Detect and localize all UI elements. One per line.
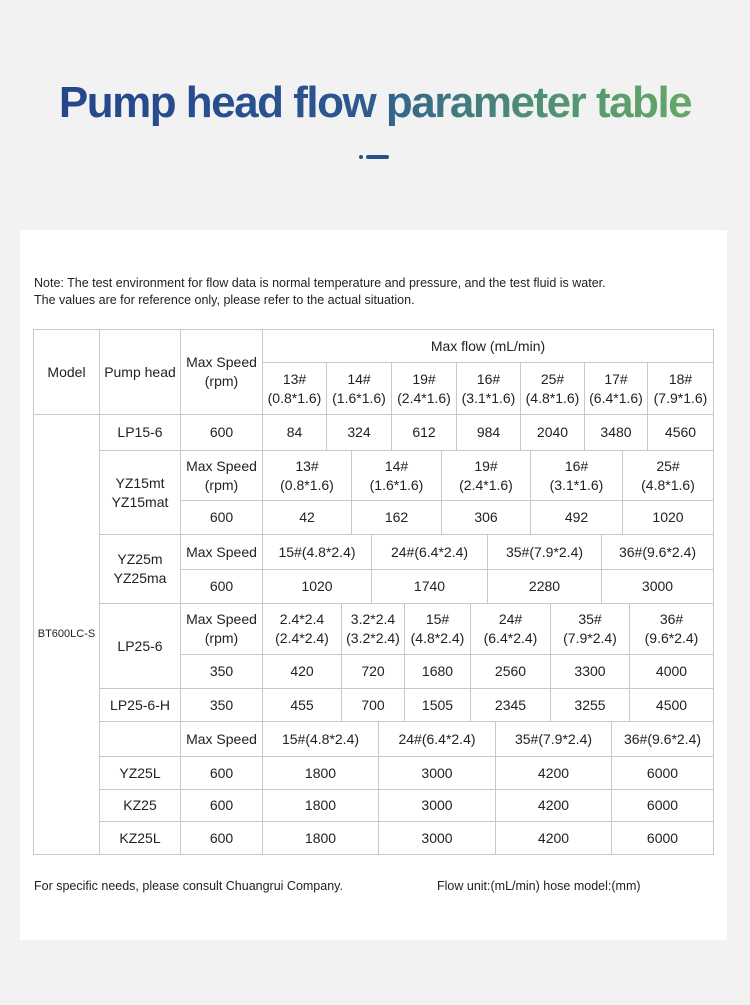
hose-header: 14# (1.6*1.6) [326,362,392,415]
flow-value: 6000 [611,756,714,790]
footer-units: Flow unit:(mL/min) hose model:(mm) [437,879,641,893]
flow-value: 3000 [378,789,496,822]
hose-header: 19# (2.4*1.6) [391,362,457,415]
flow-value: 1740 [371,569,488,604]
flow-value: 1800 [262,821,379,855]
max-speed-label: Max Speed (rpm) [180,450,263,501]
flow-value: 324 [326,414,392,451]
flow-value: 4200 [495,789,612,822]
flow-value: 2345 [470,688,551,722]
title-text: Pump head flow parameter table [58,78,692,127]
pump-head-cell: LP25-6-H [99,688,181,722]
flow-value: 1800 [262,789,379,822]
flow-value: 306 [441,500,531,535]
pump-head-cell: YZ15mt YZ15mat [99,450,181,535]
flow-value: 1800 [262,756,379,790]
hose-header: 35#(7.9*2.4) [495,721,612,757]
hose-header: 13# (0.8*1.6) [262,450,352,501]
flow-value: 1680 [404,654,471,689]
note-line-2: The values are for reference only, please refer to the actual situation. [34,293,415,307]
hose-header: 17# (6.4*1.6) [584,362,648,415]
flow-value: 2040 [520,414,585,451]
flow-value: 3000 [378,756,496,790]
hose-header: 15#(4.8*2.4) [262,721,379,757]
flow-value: 84 [262,414,327,451]
flow-value: 6000 [611,821,714,855]
speed-cell: 350 [180,654,263,689]
hose-header: 19# (2.4*1.6) [441,450,531,501]
speed-cell: 600 [180,500,263,535]
flow-value: 162 [351,500,442,535]
flow-value: 4000 [629,654,714,689]
max-speed-label: Max Speed (rpm) [180,603,263,655]
hose-header: 16# (3.1*1.6) [530,450,623,501]
flow-value: 42 [262,500,352,535]
hose-header: 3.2*2.4 (3.2*2.4) [341,603,405,655]
max-speed-label: Max Speed [180,534,263,570]
flow-value: 420 [262,654,342,689]
flow-value: 700 [341,688,405,722]
pump-head-cell: YZ25m YZ25ma [99,534,181,604]
pump-head-cell: KZ25 [99,789,181,822]
hose-header: 36# (9.6*2.4) [629,603,714,655]
hose-header: 14# (1.6*1.6) [351,450,442,501]
flow-value: 3300 [550,654,630,689]
hose-header: 2.4*2.4 (2.4*2.4) [262,603,342,655]
flow-value: 984 [456,414,521,451]
flow-value: 4500 [629,688,714,722]
note-line-1: Note: The test environment for flow data is normal temperature and pressure, and the test fluid is water. [34,276,606,290]
flow-value: 720 [341,654,405,689]
hose-header: 24#(6.4*2.4) [378,721,496,757]
header-model: Model [33,329,100,415]
speed-cell: 600 [180,569,263,604]
flow-value: 6000 [611,789,714,822]
hose-header: 16# (3.1*1.6) [456,362,521,415]
flow-value: 1020 [262,569,372,604]
deco-dot [359,155,363,159]
footer-contact: For specific needs, please consult Chuangrui Company. [34,879,343,893]
page-title [0,78,750,128]
hose-header: 24# (6.4*2.4) [470,603,551,655]
hose-header: 24#(6.4*2.4) [371,534,488,570]
pump-head-cell: LP15-6 [99,414,181,451]
hose-header: 35#(7.9*2.4) [487,534,602,570]
flow-value: 4560 [647,414,714,451]
speed-cell: 600 [180,789,263,822]
pump-head-cell: KZ25L [99,821,181,855]
hose-header: 35# (7.9*2.4) [550,603,630,655]
flow-value: 1505 [404,688,471,722]
flow-value: 2560 [470,654,551,689]
speed-cell: 350 [180,688,263,722]
flow-value: 455 [262,688,342,722]
hose-header: 25# (4.8*1.6) [622,450,714,501]
model-cell: BT600LC-S [33,414,100,855]
speed-cell: 600 [180,414,263,451]
speed-cell: 600 [180,756,263,790]
flow-value: 3480 [584,414,648,451]
note [34,275,606,309]
flow-value: 1020 [622,500,714,535]
header-max-speed: Max Speed (rpm) [180,329,263,415]
flow-value: 612 [391,414,457,451]
pump-head-cell: LP25-6 [99,603,181,689]
header-max-flow: Max flow (mL/min) [262,329,714,363]
hose-header: 15# (4.8*2.4) [404,603,471,655]
header-pump-head: Pump head [99,329,181,415]
flow-value: 492 [530,500,623,535]
pump-head-cell-empty [99,721,181,757]
hose-header: 13# (0.8*1.6) [262,362,327,415]
hose-header: 15#(4.8*2.4) [262,534,372,570]
flow-value: 4200 [495,756,612,790]
flow-value: 4200 [495,821,612,855]
max-speed-label: Max Speed [180,721,263,757]
speed-cell: 600 [180,821,263,855]
deco-bar [366,155,389,159]
flow-value: 3255 [550,688,630,722]
flow-value: 3000 [378,821,496,855]
hose-header: 36#(9.6*2.4) [611,721,714,757]
hose-header: 25# (4.8*1.6) [520,362,585,415]
flow-value: 2280 [487,569,602,604]
hose-header: 36#(9.6*2.4) [601,534,714,570]
hose-header: 18# (7.9*1.6) [647,362,714,415]
flow-value: 3000 [601,569,714,604]
pump-head-cell: YZ25L [99,756,181,790]
